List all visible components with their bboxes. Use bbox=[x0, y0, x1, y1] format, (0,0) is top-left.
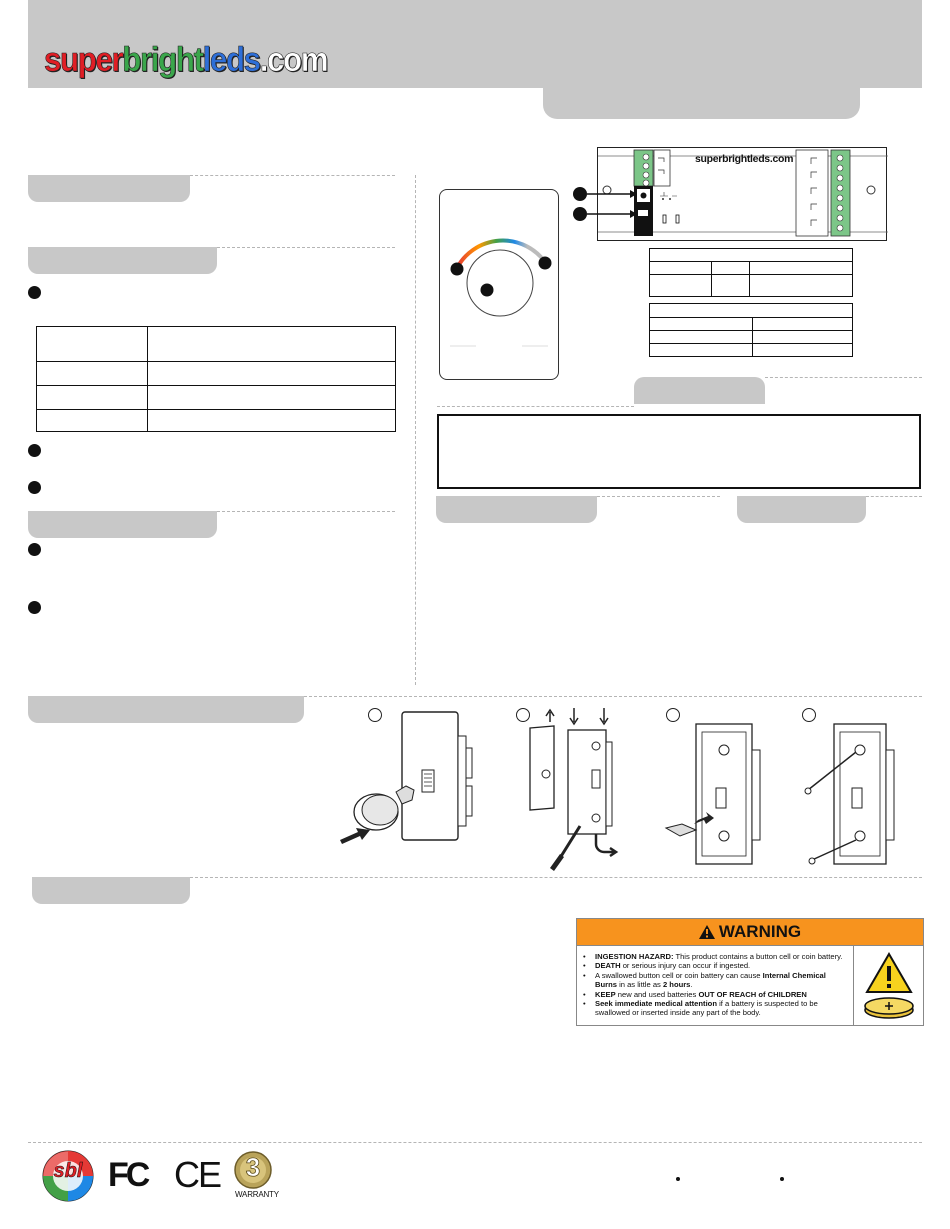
battery-warning-icon bbox=[855, 946, 924, 1026]
table-cell bbox=[753, 318, 853, 331]
ce-mark: CE bbox=[174, 1154, 221, 1195]
section-tab-3 bbox=[28, 511, 217, 538]
warning-header bbox=[577, 919, 923, 946]
section-divider bbox=[304, 696, 922, 697]
section-tab-6 bbox=[737, 496, 866, 523]
receiver-controller bbox=[597, 147, 887, 241]
table-cell bbox=[650, 331, 753, 344]
bullet-1 bbox=[28, 286, 41, 299]
table-cell bbox=[650, 262, 712, 275]
spec-table-small-1 bbox=[649, 248, 853, 297]
section-divider bbox=[437, 406, 634, 407]
table-cell bbox=[650, 249, 853, 262]
column-divider bbox=[415, 175, 416, 685]
section-tab-5 bbox=[436, 496, 597, 523]
remote-drawing bbox=[440, 190, 560, 381]
section-tab-1 bbox=[28, 175, 190, 202]
install-step-4-illustration bbox=[804, 720, 914, 868]
section-tab-battery bbox=[32, 877, 190, 904]
table-cell bbox=[148, 327, 396, 362]
table-cell bbox=[148, 410, 396, 432]
footer-separator-dot bbox=[676, 1177, 680, 1181]
logo-part-com: .com bbox=[259, 41, 328, 79]
logo-part-leds: leds bbox=[202, 41, 260, 79]
table-cell bbox=[650, 318, 753, 331]
section-divider bbox=[217, 247, 395, 248]
footer-divider bbox=[28, 1142, 922, 1143]
section-tab-2 bbox=[28, 247, 217, 274]
warranty-years: 3 bbox=[245, 1152, 261, 1182]
table-cell bbox=[712, 275, 750, 297]
warning-item: • DEATH or serious injury can occur if ingested. bbox=[582, 961, 849, 970]
table-cell bbox=[712, 262, 750, 275]
table-cell bbox=[37, 410, 148, 432]
warning-title: WARNING bbox=[718, 922, 802, 941]
warning-item: • KEEP new and used batteries OUT OF REACH of CHILDREN bbox=[582, 990, 849, 999]
fcc-mark: FC bbox=[108, 1156, 148, 1194]
table-cell bbox=[148, 362, 396, 386]
section-divider bbox=[866, 496, 922, 497]
rotary-dimmer-remote bbox=[439, 189, 559, 380]
section-divider bbox=[765, 377, 922, 378]
controller-brand-label: superbrightleds.com bbox=[695, 153, 794, 165]
bullet-3 bbox=[28, 481, 41, 494]
install-step-3-illustration bbox=[662, 720, 770, 868]
spec-table-small-2 bbox=[649, 303, 853, 357]
table-cell bbox=[750, 262, 853, 275]
install-step-1-illustration bbox=[336, 708, 476, 848]
table-cell bbox=[650, 304, 853, 318]
bullet-5 bbox=[28, 601, 41, 614]
sbl-logo-text: sbl bbox=[53, 1160, 83, 1182]
warning-body bbox=[577, 946, 854, 1026]
table-cell bbox=[650, 275, 712, 297]
spec-table bbox=[36, 326, 396, 432]
section-divider bbox=[217, 511, 395, 512]
table-cell bbox=[750, 275, 853, 297]
warning-item: • A swallowed button cell or coin battery can cause Internal Chemical Burns in as little as 2 hours. bbox=[582, 971, 849, 990]
logo-part-bright: bright bbox=[122, 41, 203, 79]
section-divider bbox=[190, 877, 922, 878]
table-cell bbox=[148, 386, 396, 410]
table-cell bbox=[37, 386, 148, 410]
ingestion-warning-label bbox=[576, 918, 924, 1026]
install-step-2-illustration bbox=[520, 708, 630, 873]
section-divider bbox=[597, 496, 720, 497]
table-cell bbox=[753, 344, 853, 357]
superbrightleds-logo[interactable] bbox=[44, 42, 327, 78]
header-title-tab bbox=[543, 88, 860, 119]
warning-item: • INGESTION HAZARD: This product contains a button cell or coin battery. bbox=[582, 952, 849, 961]
notice-box bbox=[437, 414, 921, 489]
section-divider bbox=[190, 175, 395, 176]
logo-part-super: super bbox=[44, 41, 123, 79]
section-tab-installation bbox=[28, 696, 304, 723]
footer-separator-dot bbox=[780, 1177, 784, 1181]
warranty-label: WARRANTY bbox=[235, 1190, 279, 1199]
table-cell bbox=[37, 327, 148, 362]
bullet-2 bbox=[28, 444, 41, 457]
callout-arrows bbox=[570, 183, 640, 233]
warning-item: • Seek immediate medical attention if a battery is suspected to be swallowed or inserted inside any part of the body. bbox=[582, 999, 849, 1018]
table-cell bbox=[650, 344, 753, 357]
section-tab-4 bbox=[634, 377, 765, 404]
table-cell bbox=[753, 331, 853, 344]
warning-triangle-icon bbox=[699, 925, 715, 939]
bullet-4 bbox=[28, 543, 41, 556]
table-cell bbox=[37, 362, 148, 386]
